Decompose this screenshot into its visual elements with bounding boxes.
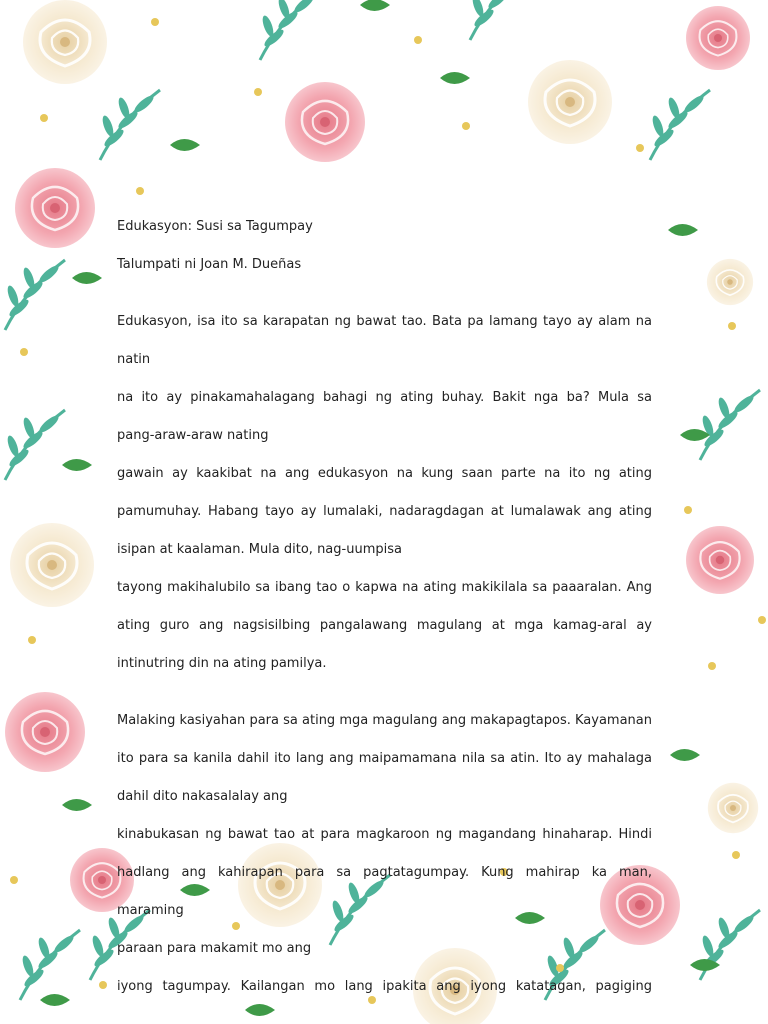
text-line: pamumuhay. Habang tayo ay lumalaki, nadaragdagan at lumalawak ang ating — [117, 504, 652, 519]
text-line: hadlang ang kahirapan para sa pagtatagumpay. Kung mahirap ka man, maraming — [117, 865, 652, 918]
text-line: na ito ay pinakamahalagang bahagi ng ating buhay. Bakit nga ba? Mula sa — [117, 390, 652, 405]
text-line: paraan para makamit mo ang — [117, 941, 312, 956]
text-line: tayong makihalubilo sa ibang tao o kapwa na ating makikilala sa paaaralan. Ang — [117, 580, 652, 595]
text-line: pang-araw-araw nating — [117, 428, 269, 443]
text-line: Edukasyon, isa ito sa karapatan ng bawat tao. Bata pa lamang tayo ay alam na natin — [117, 314, 652, 367]
paragraph-1 — [117, 303, 652, 683]
paragraph-2 — [117, 702, 652, 1006]
text-line: intinutring din na ating pamilya. — [117, 656, 327, 671]
text-line: ito para sa kanila dahil ito lang ang maipamamana nila sa atin. Ito ay mahalaga — [117, 751, 652, 766]
document-title: Edukasyon: Susi sa Tagumpay — [117, 219, 313, 234]
document-byline: Talumpati ni Joan M. Dueñas — [117, 257, 302, 272]
text-line: iyong tagumpay. Kailangan mo lang ipakita ang iyong katatagan, pagiging — [117, 979, 652, 994]
text-line: ating guro ang nagsisilbing pangalawang magulang at mga kamag-aral ay — [117, 618, 652, 633]
speech-text — [117, 208, 652, 1006]
text-line: Malaking kasiyahan para sa ating mga magulang ang makapagtapos. Kayamanan — [117, 713, 652, 728]
text-line: kinabukasan ng bawat tao at para magkaroon ng magandang hinaharap. Hindi — [117, 827, 652, 842]
text-line: gawain ay kaakibat na ang edukasyon na kung saan parte na ito ng ating — [117, 466, 652, 481]
text-line: isipan at kaalaman. Mula dito, nag-uumpisa — [117, 542, 402, 557]
text-line: dahil dito nakasalalay ang — [117, 789, 288, 804]
